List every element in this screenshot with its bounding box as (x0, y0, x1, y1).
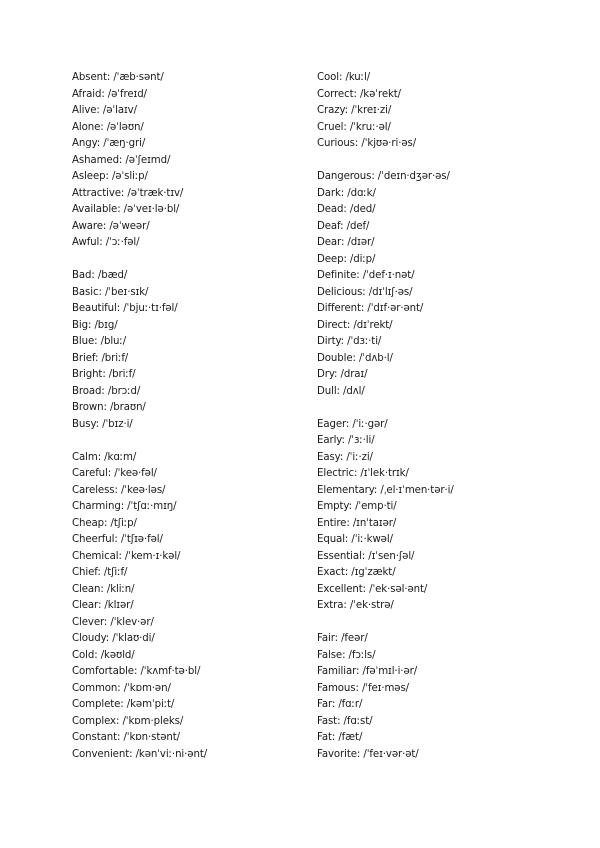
entry: Available: /əˈveɪ·lə·bl/ (72, 204, 180, 215)
entry: Extra: /ˈek·strə/ (317, 600, 394, 611)
entry: Dark: /dɑːk/ (317, 187, 376, 199)
entry: Eager: /ˈiː·gər/ (317, 418, 388, 430)
entry: Big: /bɪg/ (72, 319, 118, 331)
entry: Convenient: /kənˈviː·ni·ənt/ (72, 748, 208, 760)
entry: False: /fɔːls/ (317, 649, 376, 661)
entry: Direct: /dɪˈrekt/ (317, 319, 393, 331)
entry: Calm: /kɑːm/ (72, 451, 137, 463)
entry: Favorite: /ˈfeɪ·vər·ət/ (317, 748, 419, 760)
entry: Bright: /briːf/ (72, 369, 136, 380)
entry: Deep: /diːp/ (317, 253, 376, 265)
entry: Asleep: /əˈsliːp/ (72, 171, 148, 182)
entry: Chief: /tʃiːf/ (72, 567, 128, 578)
group-f (317, 631, 557, 763)
entry: Different: /ˈdɪf·ər·ənt/ (317, 303, 424, 314)
entry: Dry: /draɪ/ (317, 369, 368, 380)
entry: Fair: /feər/ (317, 633, 368, 644)
entry: Dear: /dɪər/ (317, 237, 375, 248)
entry: Complete: /kəmˈpiːt/ (72, 699, 175, 710)
entry: Cool: /kuːl/ (317, 72, 371, 83)
entry: Bad: /bæd/ (72, 270, 128, 281)
group-c-end (317, 70, 557, 153)
group-d (317, 169, 557, 400)
group-c (72, 450, 312, 764)
entry: Brief: /briːf/ (72, 352, 129, 364)
entry: Dead: /ded/ (317, 204, 376, 215)
entry: Essential: /ɪˈsen·ʃəl/ (317, 550, 415, 562)
entry: Curious: /ˈkjʊə·ri·əs/ (317, 138, 417, 149)
entry: Entire: /ɪnˈtaɪər/ (317, 517, 397, 529)
entry: Double: /ˈdʌb·l/ (317, 352, 393, 364)
entry: Empty: /ˈemp·ti/ (317, 501, 397, 512)
left-column (72, 70, 312, 780)
entry: Deaf: /def/ (317, 220, 370, 232)
entry: Easy: /ˈiː·zi/ (317, 451, 373, 463)
entry: Comfortable: /ˈkʌmf·tə·bl/ (72, 666, 201, 677)
entry: Attractive: /əˈtræk·tɪv/ (72, 187, 184, 199)
group-e (317, 417, 557, 615)
entry: Delicious: /dɪˈlɪʃ·əs/ (317, 286, 413, 298)
entry: Blue: /bluː/ (72, 336, 127, 347)
entry: Alive: /əˈlaɪv/ (72, 105, 137, 116)
entry: Cloudy: /ˈklaʊ·di/ (72, 633, 155, 644)
entry: Basic: /ˈbeɪ·sɪk/ (72, 286, 149, 298)
entry: Cold: /kəʊld/ (72, 649, 135, 661)
entry: Cheap: /tʃiːp/ (72, 517, 137, 529)
entry: Familiar: /fəˈmɪl·i·ər/ (317, 666, 418, 677)
entry: Chemical: /ˈkem·ɪ·kəl/ (72, 550, 181, 562)
entry: Elementary: /ˌel·ɪˈmen·tər·i/ (317, 484, 454, 496)
entry: Clean: /kliːn/ (72, 583, 135, 595)
entry: Common: /ˈkɒm·ən/ (72, 682, 171, 694)
right-column (317, 70, 557, 780)
entry: Correct: /kəˈrekt/ (317, 88, 402, 100)
entry: Dull: /dʌl/ (317, 385, 365, 397)
entry: Absent: /ˈæb·sənt/ (72, 72, 164, 83)
entry: Angy: /ˈæŋ·gri/ (72, 138, 146, 149)
entry: Early: /ˈɜː·li/ (317, 435, 375, 446)
entry: Crazy: /ˈkreɪ·zi/ (317, 105, 392, 116)
group-b (72, 268, 312, 433)
entry: Famous: /ˈfeɪ·məs/ (317, 682, 410, 694)
entry: Equal: /ˈiː·kwəl/ (317, 534, 393, 545)
entry: Electric: /ɪˈlek·trɪk/ (317, 468, 409, 479)
entry: Ashamed: /əˈʃeɪmd/ (72, 154, 171, 166)
entry: Fast: /fɑːst/ (317, 715, 373, 727)
entry: Dangerous: /ˈdeɪn·dʒər·əs/ (317, 171, 450, 182)
entry: Aware: /əˈweər/ (72, 220, 150, 232)
entry: Constant: /ˈkɒn·stənt/ (72, 732, 181, 743)
entry: Cheerful: /ˈtʃɪə·fəl/ (72, 534, 163, 545)
entry: Exact: /ɪgˈzækt/ (317, 567, 396, 578)
entry: Fat: /fæt/ (317, 732, 363, 743)
entry: Definite: /ˈdef·ɪ·nət/ (317, 270, 415, 281)
entry: Clear: /klɪər/ (72, 600, 134, 611)
entry: Complex: /ˈkɒm·pleks/ (72, 715, 184, 727)
entry: Clever: /ˈklev·ər/ (72, 616, 154, 628)
entry: Beautiful: /ˈbjuː·tɪ·fəl/ (72, 303, 178, 314)
entry: Cruel: /ˈkruː·əl/ (317, 121, 391, 133)
entry: Excellent: /ˈek·səl·ənt/ (317, 583, 428, 595)
entry: Alone: /əˈləʊn/ (72, 121, 144, 133)
entry: Careless: /ˈkeə·ləs/ (72, 484, 166, 496)
entry: Far: /fɑːr/ (317, 699, 363, 710)
entry: Brown: /braʊn/ (72, 402, 146, 413)
entry: Charming: /ˈtʃɑː·mɪŋ/ (72, 501, 177, 512)
group-a (72, 70, 312, 252)
entry: Broad: /brɔːd/ (72, 385, 141, 397)
entry: Afraid: /əˈfreɪd/ (72, 88, 147, 100)
entry: Awful: /ˈɔː·fəl/ (72, 237, 140, 248)
entry: Dirty: /ˈdɜː·ti/ (317, 336, 382, 347)
entry: Careful: /ˈkeə·fəl/ (72, 468, 157, 479)
entry: Busy: /ˈbɪz·i/ (72, 418, 133, 430)
